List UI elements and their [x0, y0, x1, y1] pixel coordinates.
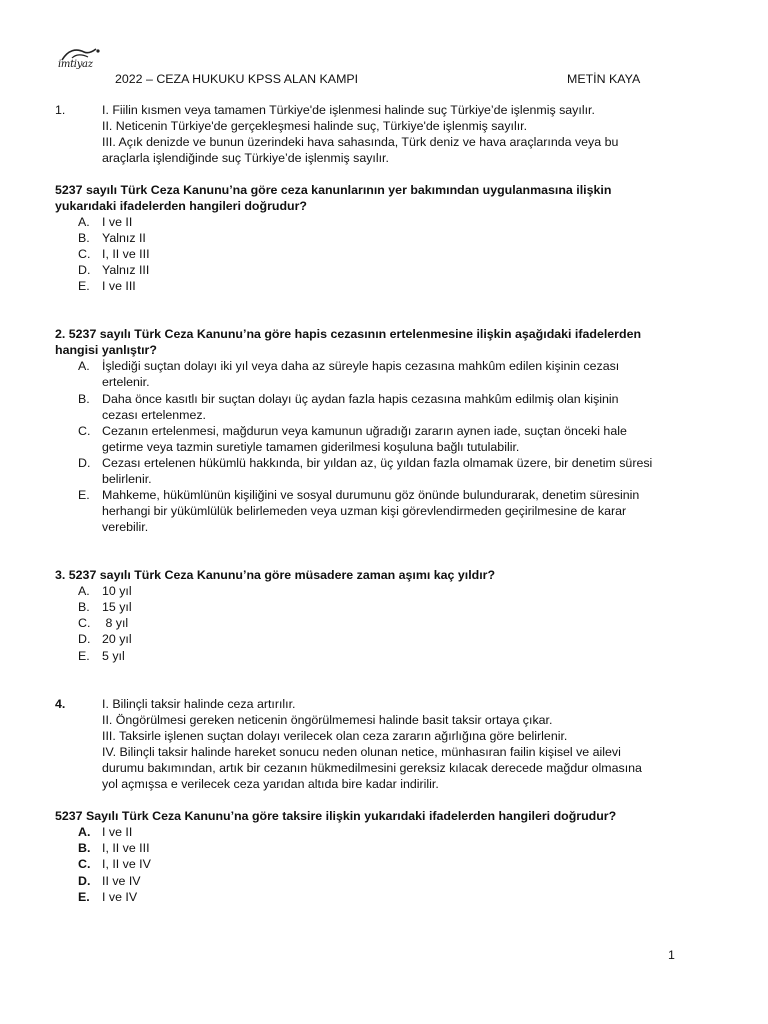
- option-text: 5 yıl: [102, 649, 125, 663]
- author-name: METİN KAYA: [567, 72, 641, 86]
- option-letter: D.: [78, 874, 91, 888]
- option-text: I ve II: [102, 215, 133, 229]
- option-letter: D.: [78, 456, 91, 470]
- statement-line: I. Fiilin kısmen veya tamamen Türkiye'de işlenmesi halinde suç Türkiye’de işlenmiş sayılır.: [102, 103, 595, 117]
- question-stem: 5237 Sayılı Türk Ceza Kanunu’na göre taksire ilişkin yukarıdaki ifadelerden hangileri doğrudur?: [55, 809, 617, 823]
- option-text: Mahkeme, hükümlünün kişiliğini ve sosyal durumunu göz önünde bulundurarak, denetim süresinin: [102, 488, 640, 502]
- option-text: I ve IV: [102, 890, 138, 904]
- question-stem: hangisi yanlıştır?: [55, 343, 157, 357]
- option-text: Yalnız III: [102, 263, 150, 277]
- option-letter: B.: [78, 841, 91, 855]
- option-letter: C.: [78, 616, 91, 630]
- option-text: verebilir.: [102, 520, 149, 534]
- page-number: 1: [668, 948, 675, 962]
- option-letter: A.: [78, 359, 90, 373]
- option-letter: C.: [78, 857, 91, 871]
- option-letter: D.: [78, 263, 91, 277]
- course-title: 2022 – CEZA HUKUKU KPSS ALAN KAMPI: [115, 72, 359, 86]
- option-letter: A.: [78, 584, 90, 598]
- option-text: I ve II: [102, 825, 133, 839]
- option-text: getirme veya tazmin suretiyle tamamen giderilmesi koşuluna bağlı tutulabilir.: [102, 440, 520, 454]
- statement-line: III. Açık denizde ve bunun üzerindeki hava sahasında, Türk deniz ve hava araçlarında veya bu: [102, 135, 619, 149]
- option-text: Yalnız II: [102, 231, 146, 245]
- option-text: İşlediği suçtan dolayı iki yıl veya daha az süreyle hapis cezasına mahkûm edilen kişinin cezası: [102, 359, 620, 373]
- option-letter: E.: [78, 488, 90, 502]
- option-text: belirlenir.: [102, 472, 152, 486]
- option-letter: E.: [78, 890, 90, 904]
- statement-line: durumu bakımından, artık bir cezanın hükmedilmesini gereksiz kılacak derecede mağdur olmasına: [102, 761, 642, 775]
- option-text: Cezanın ertelenmesi, mağdurun veya kamunun uğradığı zararın aynen iade, suçtan önceki hale: [102, 424, 627, 438]
- option-letter: B.: [78, 392, 90, 406]
- option-text: 8 yıl: [102, 616, 129, 630]
- option-text: 15 yıl: [102, 600, 132, 614]
- option-text: ertelenir.: [102, 375, 150, 389]
- question-stem: 5237 sayılı Türk Ceza Kanunu’na göre ceza kanunlarının yer bakımından uygulanmasına ilişkin: [55, 183, 612, 197]
- option-text: I, II ve IV: [102, 857, 151, 871]
- question-stem: 2. 5237 sayılı Türk Ceza Kanunu’na göre hapis cezasının ertelenmesine ilişkin aşağıdaki ifadelerden: [55, 327, 642, 341]
- option-text: I, II ve III: [102, 247, 150, 261]
- logo-text: imtiyaz: [58, 59, 93, 70]
- option-letter: C.: [78, 247, 91, 261]
- statement-line: II. Neticenin Türkiye'de gerçekleşmesi halinde suç, Türkiye'de işlenmiş sayılır.: [102, 119, 528, 133]
- imtiyaz-logo: [58, 48, 106, 74]
- option-text: I, II ve III: [102, 841, 150, 855]
- statement-line: II. Öngörülmesi gereken neticenin öngörülmemesi halinde basit taksir ortaya çıkar.: [102, 713, 553, 727]
- statement-line: III. Taksirle işlenen suçtan dolayı verilecek olan ceza zararın ağırlığına göre belirlenir.: [102, 729, 568, 743]
- option-letter: B.: [78, 600, 90, 614]
- option-text: 20 yıl: [102, 632, 132, 646]
- option-text: 10 yıl: [102, 584, 132, 598]
- option-letter: B.: [78, 231, 90, 245]
- option-text: Daha önce kasıtlı bir suçtan dolayı üç aydan fazla hapis cezasına mahkûm edilmiş olan kişinin: [102, 392, 619, 406]
- option-text: II ve IV: [102, 874, 141, 888]
- option-text: I ve III: [102, 279, 136, 293]
- option-letter: E.: [78, 279, 90, 293]
- option-letter: A.: [78, 825, 91, 839]
- option-letter: A.: [78, 215, 90, 229]
- statement-line: araçlarla işlendiğinde suç Türkiye’de işlenmiş sayılır.: [102, 151, 389, 165]
- statement-line: IV. Bilinçli taksir halinde hareket sonucu neden olunan netice, münhasıran failin kişisel ve ailevi: [102, 745, 621, 759]
- option-text: cezası ertelenmez.: [102, 408, 206, 422]
- question-number: 1.: [55, 103, 66, 117]
- question-stem: yukarıdaki ifadelerden hangileri doğrudur?: [55, 199, 307, 213]
- option-text: Cezası ertelenen hükümlü hakkında, bir yıldan az, üç yıldan fazla olmamak üzere, bir denetim süresi: [102, 456, 653, 470]
- question-stem: 3. 5237 sayılı Türk Ceza Kanunu’na göre müsadere zaman aşımı kaç yıldır?: [55, 568, 496, 582]
- option-text: herhangi bir yükümlülük belirlemeden veya uzman kişi görevlendirmeden geçirilmesine de karar: [102, 504, 627, 518]
- statement-line: yol açmışsa e verilecek ceza yarıdan altıda bire kadar indirilir.: [102, 777, 439, 791]
- option-letter: E.: [78, 649, 90, 663]
- option-letter: D.: [78, 632, 91, 646]
- statement-line: I. Bilinçli taksir halinde ceza artırılır.: [102, 697, 296, 711]
- option-letter: C.: [78, 424, 91, 438]
- question-number: 4.: [55, 697, 66, 711]
